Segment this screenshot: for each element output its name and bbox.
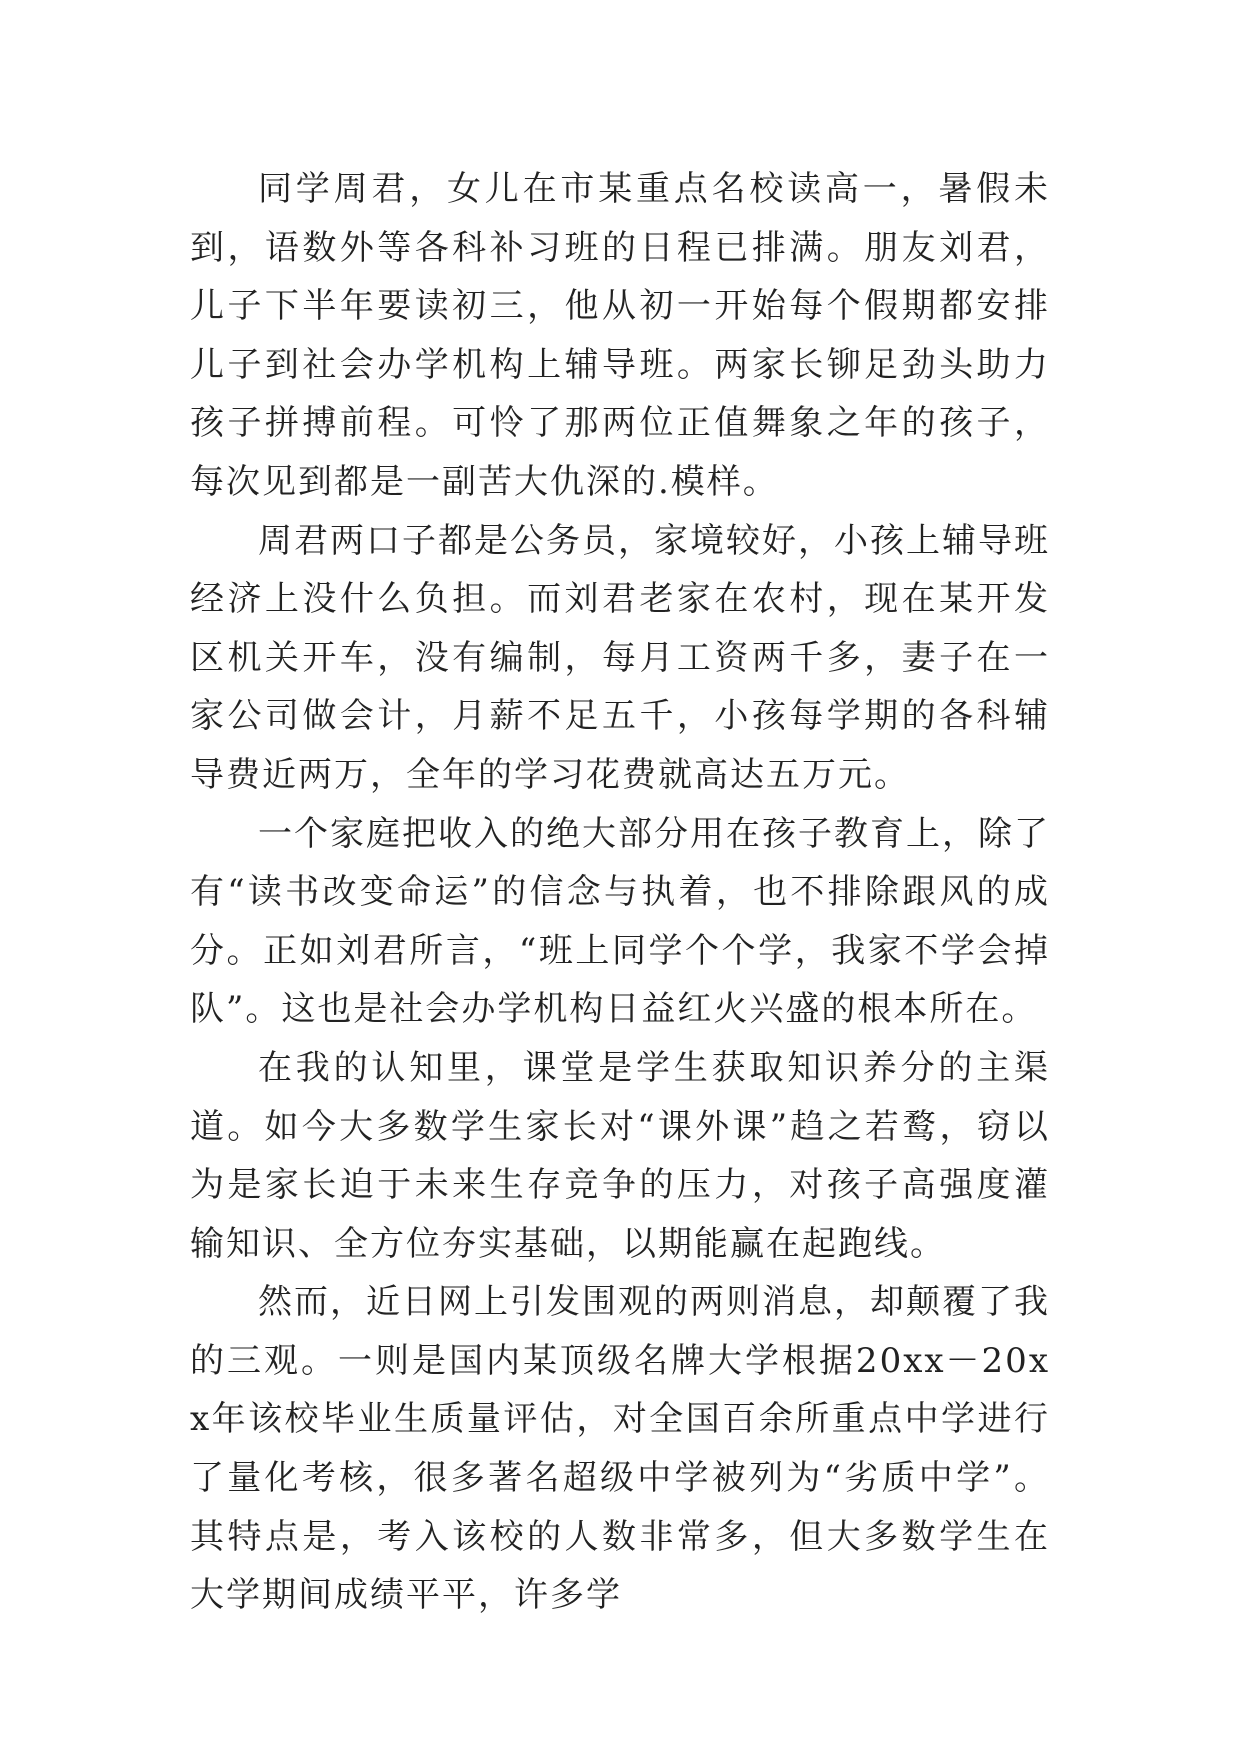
paragraph-1: 同学周君，女儿在市某重点名校读高一，暑假未到，语数外等各科补习班的日程已排满。朋友刘君，儿子下半年要读初三，他从初一开始每个假期都安排儿子到社会办学机构上辅导班。两家长铆足劲头助力孩子拼搏前程。可怜了那两位正值舞象之年的孩子，每次见到都是一副苦大仇深的.模样。 <box>190 169 1050 502</box>
paragraph-5: 然而，近日网上引发围观的两则消息，却颠覆了我的三观。一则是国内某顶级名牌大学根据20xx－20xx年该校毕业生质量评估，对全国百余所重点中学进行了量化考核，很多著名超级中学被列为“劣质中学”。其特点是，考入该校的人数非常多，但大多数学生在大学期间成绩平平，许多学 <box>190 1282 1050 1616</box>
paragraph-4: 在我的认知里，课堂是学生获取知识养分的主渠道。如今大多数学生家长对“课外课”趋之若鹜，窃以为是家长迫于未来生存竞争的压力，对孩子高强度灌输知识、全方位夯实基础，以期能赢在起跑线。 <box>190 1047 1050 1264</box>
article-body <box>190 160 1050 1625</box>
paragraph-3: 一个家庭把收入的绝大部分用在孩子教育上，除了有“读书改变命运”的信念与执着，也不排除跟风的成分。正如刘君所言，“班上同学个个学，我家不学会掉队”。这也是社会办学机构日益红火兴盛的根本所在。 <box>190 813 1050 1030</box>
paragraph-2: 周君两口子都是公务员，家境较好，小孩上辅导班经济上没什么负担。而刘君老家在农村，现在某开发区机关开车，没有编制，每月工资两千多，妻子在一家公司做会计，月薪不足五千，小孩每学期的各科辅导费近两万，全年的学习花费就高达五万元。 <box>190 520 1050 795</box>
